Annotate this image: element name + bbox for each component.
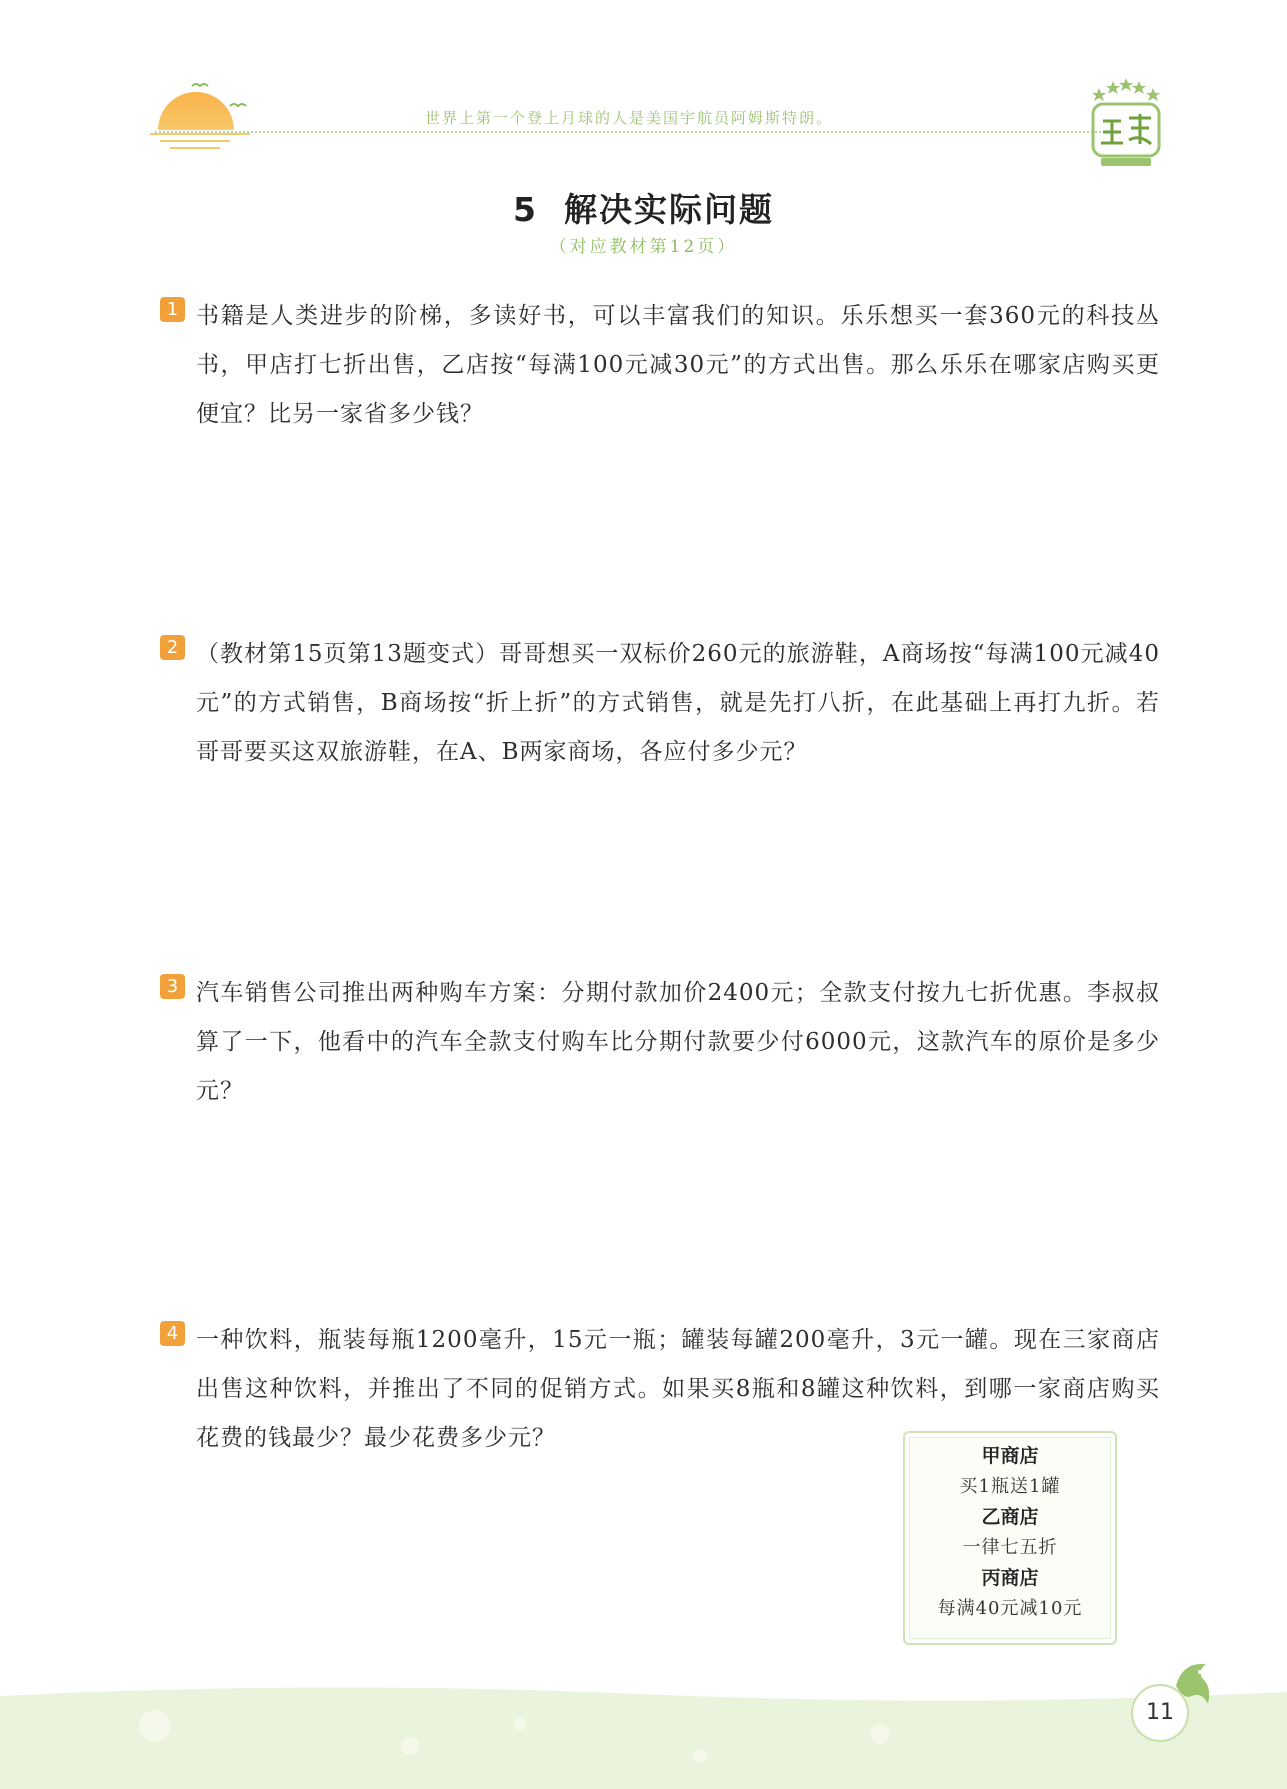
store-name-yi: 乙商店 — [981, 1506, 1039, 1528]
header-quote: 世界上第一个登上月球的人是美国宇航员阿姆斯特朗。 — [425, 109, 834, 127]
question-number-badge: 3 — [160, 974, 185, 999]
page-header — [0, 0, 1287, 160]
lesson-number: 5 — [513, 190, 538, 229]
header-dotted-divider — [155, 131, 1105, 133]
textbook-reference: （对应教材第12页） — [549, 237, 738, 257]
store-name-bing: 丙商店 — [981, 1567, 1039, 1589]
page-number: 11 — [1131, 1684, 1189, 1742]
question-number-badge: 1 — [160, 297, 185, 322]
store-rule-bing: 每满40元减10元 — [937, 1598, 1083, 1619]
store-name-jia: 甲商店 — [981, 1445, 1039, 1467]
question-number-badge: 4 — [160, 1321, 185, 1346]
question-text: （教材第15页第13题变式）哥哥想买一双标价260元的旅游鞋，A商场按“每满100元减40元”的方式销售，B商场按“折上折”的方式销售，就是先打八折，在此基础上再打九折。若哥哥要买这双旅游鞋，在A、B两家商场，各应付多少元？ — [196, 641, 1160, 765]
store-promotions-box — [903, 1431, 1117, 1645]
sunset-birds-icon — [150, 78, 260, 158]
store-rule-yi: 一律七五折 — [962, 1537, 1058, 1558]
question-1 — [160, 292, 1160, 439]
question-3 — [160, 969, 1160, 1116]
wang-chaoxia-seal-icon — [1085, 76, 1167, 168]
question-number-badge: 2 — [160, 635, 185, 660]
store-rule-jia: 买1瓶送1罐 — [959, 1476, 1061, 1497]
lesson-title: 解决实际问题 — [563, 190, 774, 229]
question-text: 一种饮料，瓶装每瓶1200毫升，15元一瓶；罐装每罐200毫升，3元一罐。现在三家商店出售这种饮料，并推出了不同的促销方式。如果买8瓶和8罐这种饮料，到哪一家商店购买花费的钱最少？最少花费多少元？ — [196, 1327, 1160, 1451]
question-text: 书籍是人类进步的阶梯，多读好书，可以丰富我们的知识。乐乐想买一套360元的科技丛书，甲店打七折出售，乙店按“每满100元减30元”的方式出售。那么乐乐在哪家店购买更便宜？比另一家省多少钱？ — [196, 303, 1160, 427]
footer-grass-band — [0, 1686, 1287, 1789]
page-title — [0, 184, 1287, 231]
question-text: 汽车销售公司推出两种购车方案：分期付款加价2400元；全款支付按九七折优惠。李叔叔算了一下，他看中的汽车全款支付购车比分期付款要少付6000元，这款汽车的原价是多少元？ — [196, 980, 1160, 1104]
question-2 — [160, 630, 1160, 777]
